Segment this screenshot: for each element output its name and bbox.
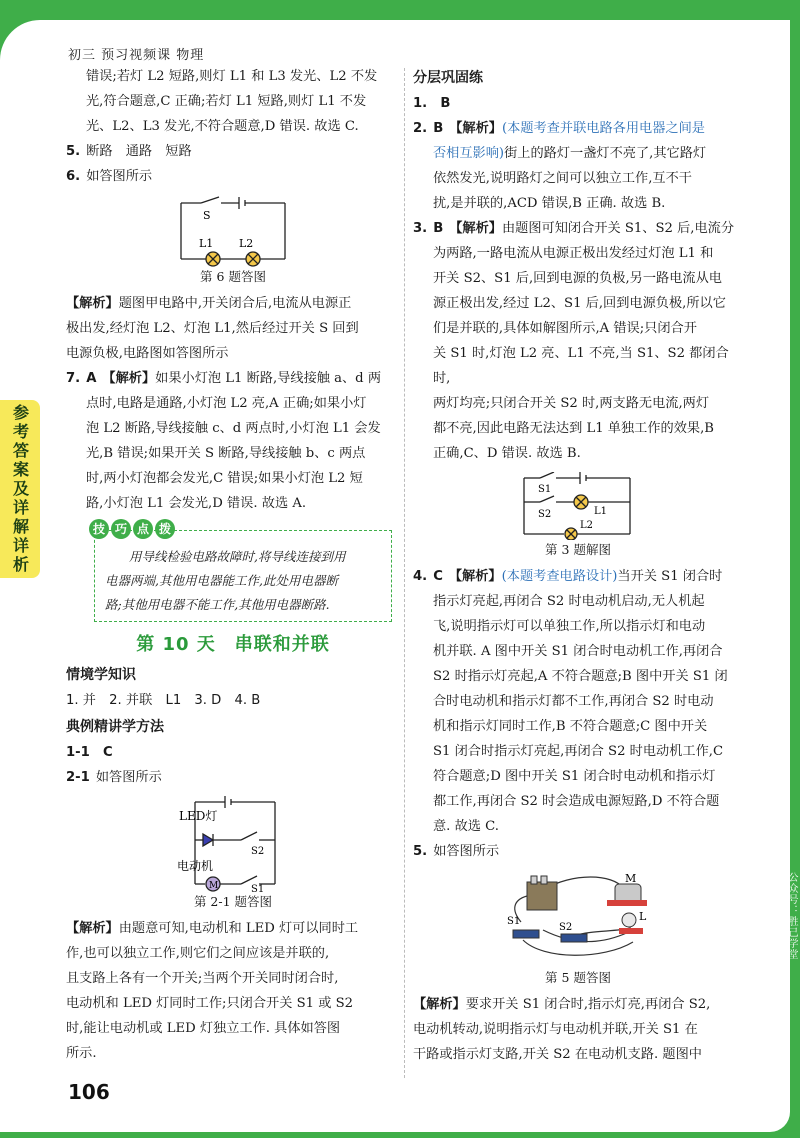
tip-char: 技	[89, 519, 109, 539]
question-number: 2-1	[66, 770, 90, 785]
tip-text: 电器两端,其他用电器能工作,此处用电器断	[105, 573, 338, 588]
tip-label	[89, 519, 175, 539]
question-number: 3.	[413, 221, 428, 236]
text-line: 都不亮,因此电路无法达到 L1 单独工作的效果,B	[433, 421, 714, 436]
text-line: 要求开关 S1 闭合时,指示灯亮,再闭合 S2,	[465, 997, 711, 1012]
figure-caption: 第 6 题答图	[200, 269, 266, 284]
topic-note: 否相互影响)	[433, 146, 505, 161]
tip-text: 路;其他用电器不能工作,其他用电器断路.	[105, 597, 330, 612]
switch-label: S	[203, 209, 211, 222]
side-watermark-note: 公众号：胜己学堂	[786, 872, 797, 960]
text-line: 意. 故选 C.	[433, 819, 499, 834]
question-number: 7.	[66, 371, 81, 386]
text-line: 两灯均亮;只闭合开关 S2 时,两支路无电流,两灯	[433, 396, 710, 411]
text-line: 干路或指示灯支路,开关 S2 在电动机支路. 题图中	[413, 1047, 702, 1062]
question-5	[66, 139, 400, 164]
motor-symbol: M	[625, 872, 637, 885]
analysis-tag: 【解析】	[449, 221, 502, 236]
answer-letter: B	[433, 221, 444, 236]
answer-text: 断路 通路 短路	[86, 144, 192, 159]
answer-line: 1-1 C	[66, 745, 113, 760]
switch-label: S2	[559, 922, 573, 933]
question-4	[413, 564, 743, 589]
text-line: 所示.	[66, 1046, 97, 1061]
text-line: 路,小灯泡 L1 会发光,D 错误. 故选 A.	[86, 496, 307, 511]
topic-note: (本题考查电路设计)	[501, 569, 618, 584]
text-line: 机并联. A 图中开关 S1 闭合时电动机工作,再闭合	[433, 644, 723, 659]
column-divider	[404, 68, 405, 1078]
lamp-label: L	[639, 910, 647, 923]
tip-text: 用导线检验电路故障时,将导线连接到用	[129, 549, 346, 564]
text-line: 电动机和 LED 灯同时工作;只闭合开关 S1 或 S2	[66, 996, 354, 1011]
text-line: 机和指示灯同时工作,B 不符合题意;C 图中开关	[433, 719, 708, 734]
text-line: 且支路上各有一个开关;当两个开关同时闭合时,	[66, 971, 339, 986]
text-line: 泡 L2 断路,导线接触 c、d 两点时,小灯泡 L1 会发	[86, 421, 381, 436]
answer-text: 如答图所示	[95, 770, 162, 785]
left-column	[66, 64, 400, 1066]
answer-line: 1. B	[413, 96, 451, 111]
text-line: 极出发,经灯泡 L2、灯泡 L1,然后经过开关 S 回到	[66, 321, 359, 336]
question-number: 5.	[66, 144, 81, 159]
right-column	[413, 64, 743, 1067]
text-line: 为两路,一路电流从电源正极出发经过灯泡 L1 和	[433, 246, 714, 261]
text-line: 指示灯亮起,再闭合 S2 时电动机启动,无人机起	[433, 594, 705, 609]
text-line: 如果小灯泡 L1 断路,导线接触 a、d 两	[155, 371, 382, 386]
text-line: 错误;若灯 L2 短路,则灯 L1 和 L3 发光、L2 不发	[86, 69, 378, 84]
answer-letter: C	[433, 569, 443, 584]
question-2	[413, 116, 743, 141]
question-number: 6.	[66, 169, 81, 184]
answer-letter: A	[86, 371, 97, 386]
figure-5-wiring	[503, 870, 653, 968]
text-line: 光,B 错误;如果开关 S 断路,导线接触 b、c 两点	[86, 446, 366, 461]
text-line	[413, 141, 743, 166]
question-number: 5.	[413, 844, 428, 859]
text-line: 当开关 S1 闭合时	[617, 569, 723, 584]
text-line: 作,也可以独立工作,则它们之间应该是并联的,	[66, 946, 330, 961]
text-line: S2 时指示灯亮起,A 不符合题意;B 图中开关 S1 闭	[433, 669, 728, 684]
switch-label: S1	[538, 484, 552, 495]
figure-6-circuit	[173, 195, 293, 267]
tip-char: 点	[133, 519, 153, 539]
text-line: 由题意可知,电动机和 LED 灯可以同时工	[118, 921, 359, 936]
question-number: 4.	[413, 569, 428, 584]
analysis-tag: 【解析】	[102, 371, 156, 386]
tip-box	[92, 522, 392, 622]
text-line: 时,两小灯泡都会发光,C 错误;如果小灯泡 L2 短	[86, 471, 363, 486]
analysis-tag: 【解析】	[449, 121, 502, 136]
text-line: 开关 S2、S1 后,回到电源的负极,另一路电流从电	[433, 271, 722, 286]
text-line: 合时电动机和指示灯都不工作,再闭合 S2 时电动	[433, 694, 714, 709]
switch-label: S2	[538, 509, 552, 520]
lamp-label: L2	[239, 237, 254, 250]
text-line: 光、L2、L3 发光,不符合题意,D 错误. 故选 C.	[86, 119, 359, 134]
tip-char: 巧	[111, 519, 131, 539]
question-6	[66, 164, 400, 189]
analysis-2-1	[66, 916, 400, 941]
section-heading: 典例精讲学方法	[66, 719, 164, 735]
switch-label: S1	[507, 916, 521, 927]
question-7	[66, 366, 400, 391]
text-line: S1 闭合时指示灯亮起,再闭合 S2 时电动机工作,C	[433, 744, 724, 759]
answer-line: 1. 并 2. 并联 L1 3. D 4. B	[66, 693, 261, 708]
led-label: LED灯	[179, 809, 218, 823]
answer-text: 如答图所示	[86, 169, 153, 184]
text-line: 正确,C、D 错误. 故选 B.	[433, 446, 581, 461]
text-line: 光,符合题意,C 正确;若灯 L1 短路,则灯 L1 不发	[86, 94, 367, 109]
text-line: 点时,电路是通路,小灯泡 L2 亮,A 正确;如果小灯	[86, 396, 367, 411]
question-3	[413, 216, 743, 241]
topic-note: (本题考查并联电路各用电器之间是	[502, 121, 705, 136]
text-line: 街上的路灯一盏灯不亮了,其它路灯	[504, 146, 707, 161]
tip-char: 拨	[155, 519, 175, 539]
motor-symbol: M	[209, 881, 219, 891]
answer-text: 如答图所示	[433, 844, 500, 859]
figure-caption: 第 3 题解图	[545, 542, 611, 557]
switch-label: S1	[251, 884, 265, 892]
section-heading: 情境学知识	[66, 667, 136, 683]
section-heading: 分层巩固练	[413, 70, 483, 86]
switch-label: S2	[251, 846, 265, 857]
side-section-tab: 参考答案及详解详析	[0, 400, 40, 578]
question-number: 2.	[413, 121, 428, 136]
example-2-1	[66, 765, 400, 790]
page-number: 106	[68, 1080, 110, 1104]
text-line: 电动机转动,说明指示灯与电动机并联,开关 S1 在	[413, 1022, 698, 1037]
figure-3-circuit	[518, 472, 638, 540]
day-title: 第 10 天 串联和并联	[136, 634, 330, 655]
lamp-label: L1	[199, 237, 214, 250]
answer-letter: B	[433, 121, 444, 136]
lamp-label: L2	[580, 520, 594, 531]
analysis-tag: 【解析】	[66, 921, 119, 936]
question-5	[413, 839, 743, 864]
figure-caption: 第 5 题答图	[545, 970, 611, 985]
text-line: 由题图可知闭合开关 S1、S2 后,电流分	[502, 221, 735, 236]
analysis-tag: 【解析】	[413, 997, 466, 1012]
figure-caption: 第 2-1 题答图	[193, 894, 273, 909]
text-line: 题图甲电路中,开关闭合后,电流从电源正	[118, 296, 352, 311]
text-line: 关 S1 时,灯泡 L2 亮、L1 不亮,当 S1、S2 都闭合时,	[433, 346, 729, 386]
analysis-tag: 【解析】	[66, 296, 119, 311]
text-line: 时,能让电动机或 LED 灯独立工作. 具体如答图	[66, 1021, 341, 1036]
analysis-5	[413, 992, 743, 1017]
text-line: 都工作,再闭合 S2 时会造成电源短路,D 不符合题	[433, 794, 720, 809]
analysis-tag: 【解析】	[448, 569, 502, 584]
figure-2-1-circuit	[173, 796, 293, 892]
text-line: 扰,是并联的,ACD 错误,B 正确. 故选 B.	[433, 196, 666, 211]
running-header: 初三 预习视频课 物理	[68, 48, 205, 63]
text-line: 符合题意;D 图中开关 S1 闭合时电动机和指示灯	[433, 769, 716, 784]
analysis-6	[66, 291, 400, 316]
text-line: 依然发光,说明路灯之间可以独立工作,互不干	[433, 171, 692, 186]
text-line: 们是并联的,具体如解图所示,A 错误;只闭合开	[433, 321, 697, 336]
motor-label: 电动机	[177, 859, 214, 873]
lamp-label: L1	[594, 506, 608, 517]
text-line: 电源负极,电路图如答图所示	[66, 346, 229, 361]
text-line: 源正极出发,经过 L2、S1 后,回到电源负极,所以它	[433, 296, 726, 311]
text-line: 飞,说明指示灯可以单独工作,所以指示灯和电动	[433, 619, 706, 634]
